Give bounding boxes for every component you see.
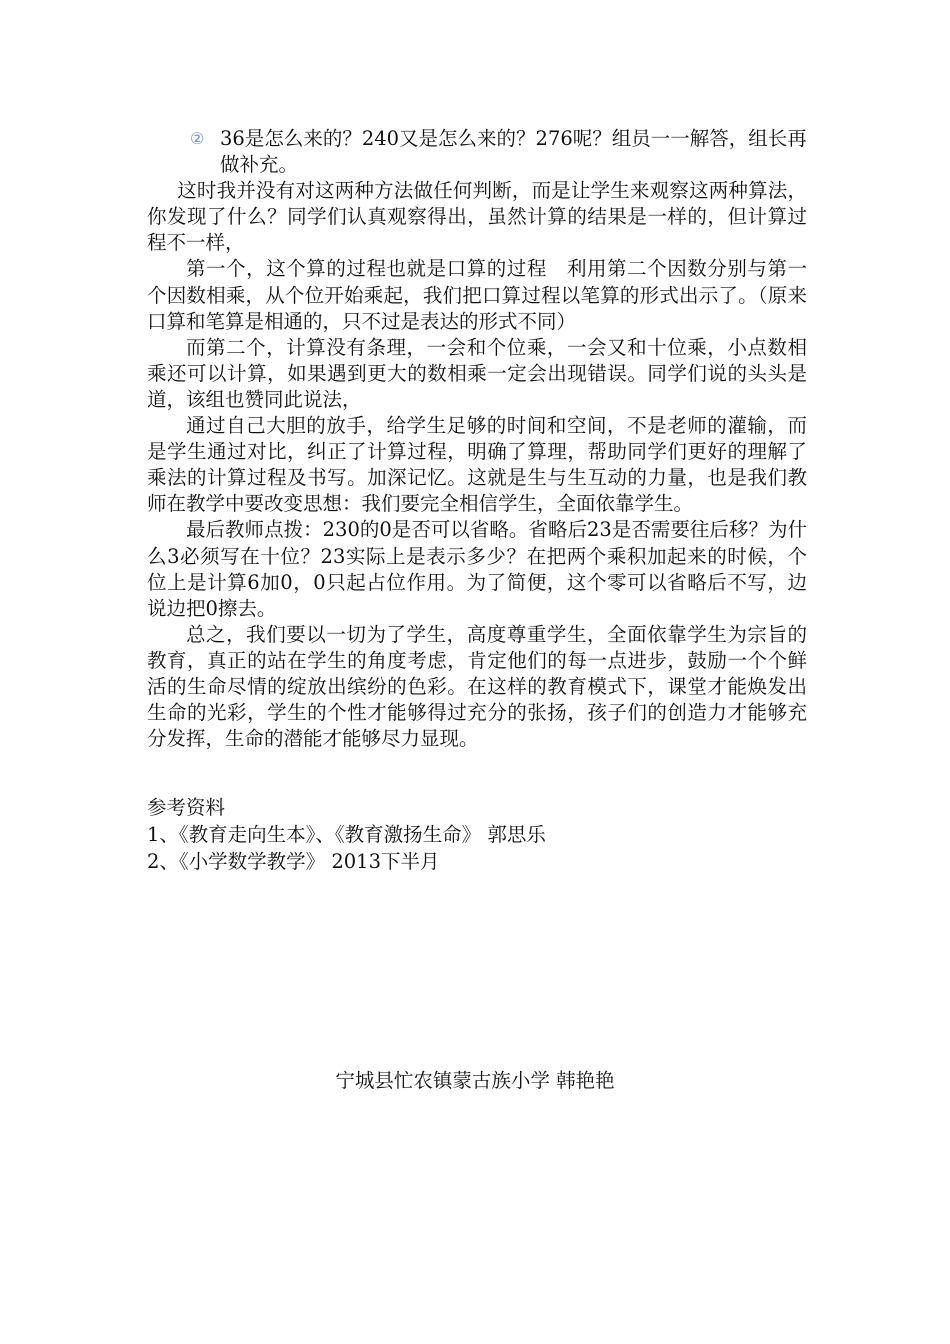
author-line: 宁城县忙农镇蒙古族小学 韩艳艳 [335,1069,615,1092]
reference-item: 2、《小学数学教学》 2013下半月 [147,850,440,873]
paragraph-teacher-guidance: 最后教师点拨：230的0是否可以省略。省略后23是否需要往后移？为什么3必须写在十位？23实际上是表示多少？在把两个乘积加起来的时候，个位上是计算6加0，0只起占位作用。为了简便，这个零可以省略后不写，边说边把0擦去。 [147,518,807,620]
paragraph-reflection: 通过自己大胆的放手，给学生足够的时间和空间，不是老师的灌输，而是学生通过对比，纠正了计算过程，明确了算理，帮助同学们更好的理解了乘法的计算过程及书写。加深记忆。这就是生与生互动的力量，也是我们教师在教学中要改变思想：我们要完全相信学生，全面依靠学生。 [147,414,807,516]
body-text [147,126,807,752]
paragraph-second-method: 而第二个，计算没有条理，一会和个位乘，一会又和十位乘，小点数相乘还可以计算，如果遇到更大的数相乘一定会出现错误。同学们说的头头是道，该组也赞同此说法， [147,335,807,411]
numbered-item-text: 36是怎么来的？240又是怎么来的？276呢？组员一一解答，组长再做补充。 [220,127,807,177]
circled-number-marker: ② [190,129,205,148]
paragraph-first-method: 第一个，这个算的过程也就是口算的过程 利用第二个因数分别与第一个因数相乘，从个位开始乘起，我们把口算过程以笔算的形式出示了。（原来口算和笔算是相通的，只不过是表达的形式不同） [147,257,807,333]
references-heading: 参考资料 [147,796,226,819]
references-section [147,794,787,875]
numbered-item-2 [190,126,807,178]
reference-item: 1、《教育走向生本》、《教育激扬生命》 郭思乐 [147,823,546,846]
paragraph-conclusion: 总之，我们要以一切为了学生，高度尊重学生，全面依靠学生为宗旨的教育，真正的站在学生的角度考虑，肯定他们的每一点进步，鼓励一个个鲜活的生命尽情的绽放出缤纷的色彩。在这样的教育模式下，课堂才能焕发出生命的光彩，学生的个性才能够得过充分的张扬，孩子们的创造力才能够充分发挥，生命的潜能才能够尽力显现。 [147,622,807,751]
paragraph-observation: 这时我并没有对这两种方法做任何判断，而是让学生来观察这两种算法，你发现了什么？同学们认真观察得出，虽然计算的结果是一样的，但计算过程不一样， [147,179,807,255]
